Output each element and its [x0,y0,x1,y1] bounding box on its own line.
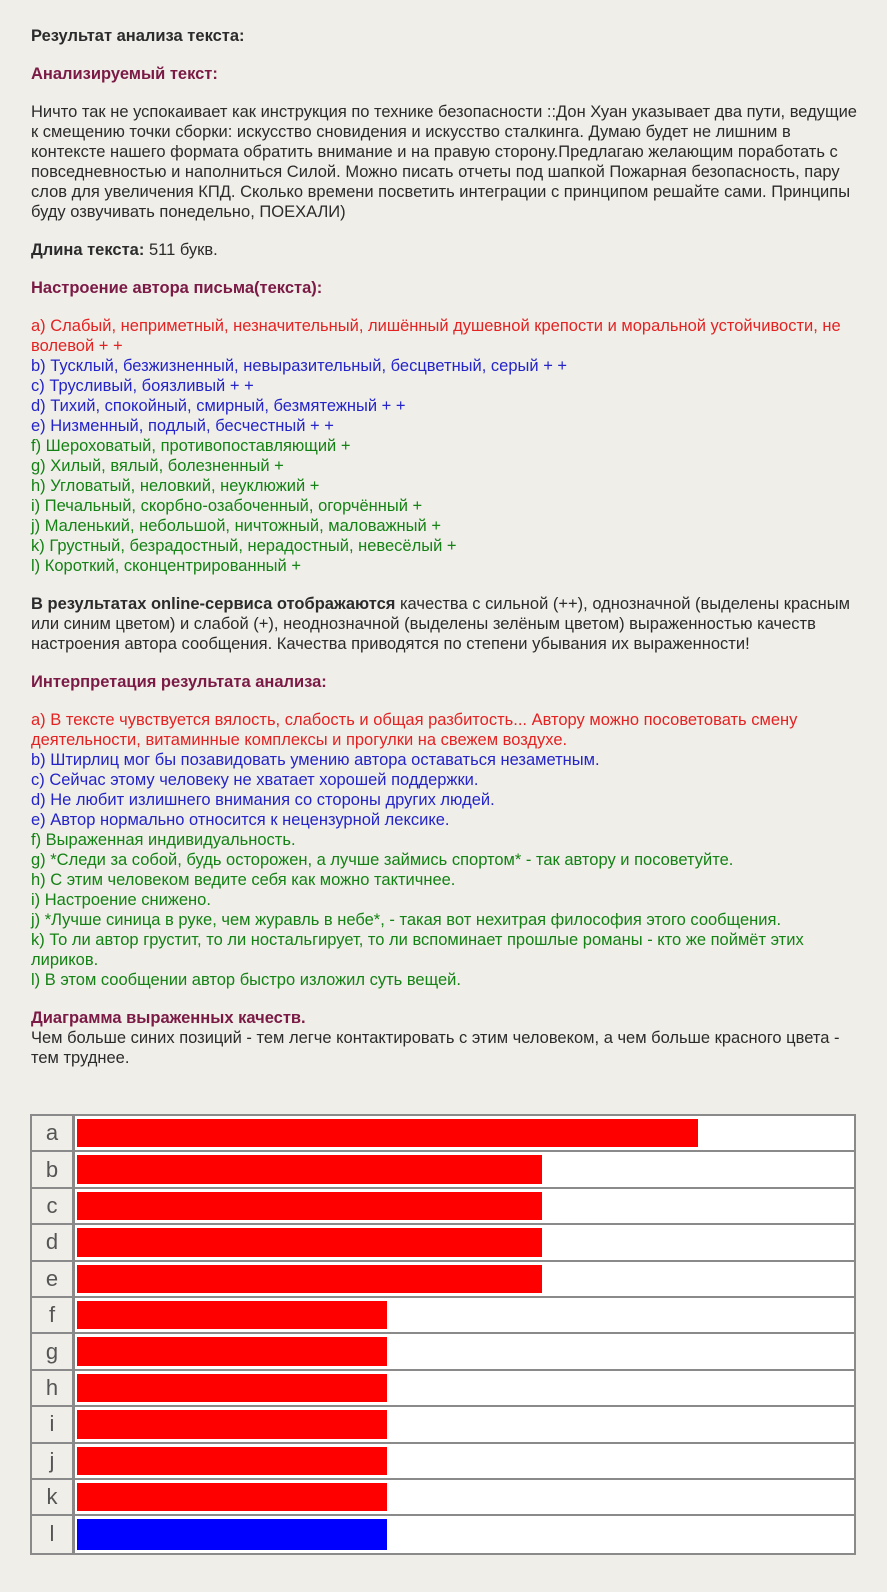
chart-bar-d [77,1228,542,1256]
interpretation-item: g) *Следи за собой, будь осторожен, а лучше займись спортом* - так автору и посоветуйте. [31,851,734,869]
interpretation-item: l) В этом сообщении автор быстро изложил суть вещей. [31,971,461,989]
chart-bar-j [77,1447,387,1475]
mood-item: l) Короткий, сконцентрированный + [31,557,301,575]
chart-row-l [32,1516,854,1552]
chart-bar-a [77,1119,698,1147]
chart-bar-track [74,1225,854,1259]
text-length-label: Длина текста: [31,241,145,259]
chart-bar-b [77,1155,542,1183]
mood-item: e) Низменный, подлый, бесчестный + + [31,417,334,435]
text-length [31,240,861,260]
chart-category-label: f [32,1298,74,1332]
chart-bar-l [77,1519,387,1549]
results-explanation [31,594,861,654]
chart-category-label: h [32,1371,74,1405]
text-length-value: 511 букв. [148,241,218,259]
chart-row-e [32,1262,854,1298]
interpretation-item: a) В тексте чувствуется вялость, слабость и общая разбитость... Автору можно посоветовать смену деятельности, витаминные комплексы и прогулки на свежем воздухе. [31,711,798,749]
results-explanation-text: качества с сильной (++), однозначной (выделены красным или синим цветом) и слабой (+), неоднозначной (выделены зелёным цветом) выраженностью качеств настроения автора сообщения. Качества приводятся по степени убывания их выраженности! [31,595,850,653]
chart-row-c [32,1189,854,1225]
chart-category-label: l [32,1516,74,1552]
chart-category-label: c [32,1189,74,1223]
chart-category-label: e [32,1262,74,1296]
chart-row-i [32,1407,854,1443]
interpretation-item: e) Автор нормально относится к нецензурной лексике. [31,811,450,829]
chart-row-d [32,1225,854,1261]
diagram-heading: Диаграмма выраженных качеств. [31,1009,306,1027]
chart-category-label: i [32,1407,74,1441]
chart-category-label: d [32,1225,74,1259]
mood-item: i) Печальный, скорбно-озабоченный, огорчённый + [31,497,423,515]
chart-row-g [32,1334,854,1370]
result-title: Результат анализа текста: [31,27,245,45]
chart-category-label: k [32,1480,74,1514]
mood-item: a) Слабый, неприметный, незначительный, лишённый душевной крепости и моральной устойчивости, не волевой + + [31,317,841,355]
chart-bar-track [74,1444,854,1478]
interpretation-heading: Интерпретация результата анализа: [31,673,327,691]
mood-item: c) Трусливый, боязливый + + [31,377,254,395]
chart-bar-track [74,1189,854,1223]
mood-item: f) Шероховатый, противопоставляющий + [31,437,351,455]
qualities-bar-chart [30,1114,856,1555]
analysis-result [31,26,861,1068]
results-explanation-bold: В результатах online-сервиса отображаются [31,595,396,613]
mood-item: g) Хилый, вялый, болезненный + [31,457,284,475]
chart-category-label: g [32,1334,74,1368]
diagram-caption: Чем больше синих позиций - тем легче контактировать с этим человеком, а чем больше красного цвета - тем труднее. [31,1029,840,1067]
chart-row-k [32,1480,854,1516]
chart-bar-track [74,1407,854,1441]
analyzed-text-heading: Анализируемый текст: [31,65,218,83]
chart-row-b [32,1152,854,1188]
chart-bar-track [74,1480,854,1514]
mood-list [31,316,861,576]
chart-bar-track [74,1262,854,1296]
chart-bar-i [77,1410,387,1438]
interpretation-item: h) С этим человеком ведите себя как можно тактичнее. [31,871,456,889]
mood-heading: Настроение автора письма(текста): [31,279,323,297]
chart-bar-c [77,1192,542,1220]
chart-bar-f [77,1301,387,1329]
mood-item: d) Тихий, спокойный, смирный, безмятежный + + [31,397,406,415]
interpretation-item: j) *Лучше синица в руке, чем журавль в небе*, - такая вот нехитрая философия этого сообщения. [31,911,782,929]
interpretation-item: i) Настроение снижено. [31,891,211,909]
chart-bar-track [74,1152,854,1186]
interpretation-item: c) Сейчас этому человеку не хватает хорошей поддержки. [31,771,479,789]
chart-row-j [32,1444,854,1480]
mood-item: b) Тусклый, безжизненный, невыразительный, бесцветный, серый + + [31,357,568,375]
interpretation-item: d) Не любит излишнего внимания со стороны других людей. [31,791,495,809]
interpretation-item: f) Выраженная индивидуальность. [31,831,296,849]
chart-category-label: b [32,1152,74,1186]
mood-item: k) Грустный, безрадостный, нерадостный, невесёлый + [31,537,457,555]
chart-bar-e [77,1265,542,1293]
chart-bar-track [74,1298,854,1332]
chart-row-f [32,1298,854,1334]
analyzed-text: Ничто так не успокаивает как инструкция по технике безопасности ::Дон Хуан указывает два пути, ведущие к смещению точки сборки: искусство сновидения и искусство сталкинга. Думаю будет не лишним в контексте нашего формата обратить внимание и на правую сторону.Предлагаю желающим поработать с повседневностью и наполниться Силой. Можно писать отчеты под шапкой Пожарная безопасность, пару слов для увеличения КПД. Сколько времени посветить интеграции с принципом решайте сами. Принципы буду озвучивать понедельно, ПОЕХАЛИ) [31,103,857,221]
chart-bar-track [74,1516,854,1552]
chart-bar-g [77,1337,387,1365]
chart-row-h [32,1371,854,1407]
interpretation-list [31,710,861,990]
chart-category-label: a [32,1116,74,1150]
chart-bar-k [77,1483,387,1511]
chart-bar-track [74,1371,854,1405]
chart-bar-track [74,1334,854,1368]
mood-item: h) Угловатый, неловкий, неуклюжий + [31,477,320,495]
chart-category-label: j [32,1444,74,1478]
chart-row-a [32,1116,854,1152]
interpretation-item: k) То ли автор грустит, то ли ностальгирует, то ли вспоминает прошлые романы - кто же поймёт этих лириков. [31,931,804,969]
interpretation-item: b) Штирлиц мог бы позавидовать умению автора оставаться незаметным. [31,751,600,769]
mood-item: j) Маленький, небольшой, ничтожный, маловажный + [31,517,441,535]
chart-bar-track [74,1116,854,1150]
chart-bar-h [77,1374,387,1402]
